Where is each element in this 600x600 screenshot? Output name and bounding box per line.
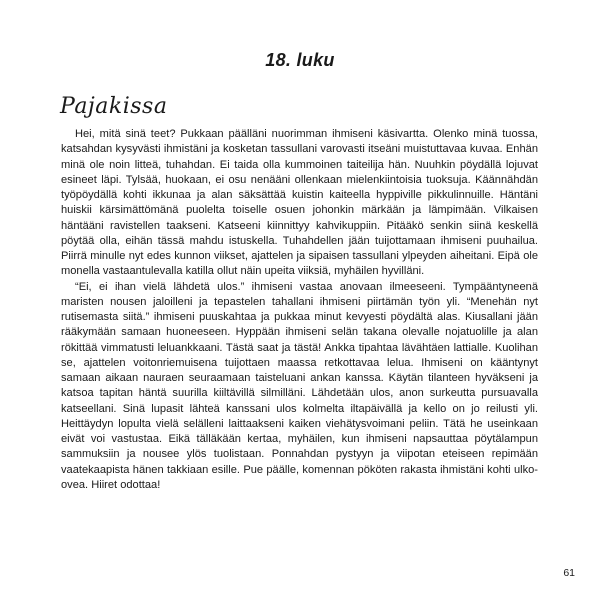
section-title: Pajakissa bbox=[60, 94, 168, 119]
paragraph-2: “Ei, ei ihan vielä lähdetä ulos.” ihmiseni vastaa anovaan ilmeeseeni. Tympääntyneenä maristen nousen jaloilleni ja tepastelen tahallani ihmiseni piirtämän työn yli. “Menehän nyt rutisemasta siitä.” ihmiseni puuskahtaa ja pukkaa minut kevyesti pöydältä alas. Kiusallani jään rääkymään samaan huoneeseen. Hyppään ihmiseni selän takana olevalle nojatuolille ja alan rökittää vimmatusti leluankkaani. Tästä saat ja tästä! Ankka tipahtaa lävähtäen lattialle. Kuolihan se, ajattelen voitonriemuisena tuijottaen maassa retkottavaa lelua. Ihmiseni on kääntynyt samaan aikaan nauraen seuraamaan taisteluani ankan kanssa. Käytän tilanteen hyväkseni ja katsoa tapitan häntä suurilla kiiltävillä silmilläni. Lähdetään ulos, anon surkeutta pursuavalla katseellani. Sinä lupasit lähteä kanssani ulos kolmelta iltapäivällä ja kello on jo reilusti yli. Heittäydyn lopulta vielä selälleni laittaakseni kaiken viehätysvoimani peliin. Tätä he useinkaan eivät voi vastustaa. Eikä tälläkään kertaa, myhäilen, kun ihmiseni napsauttaa pöytälampun sammuksiin ja nousee ylös tuolistaan. Ponnahdan pystyyn ja viipotan eteiseen repimään vaatekaapista hänen takkiaan esille. Pue päälle, komennan pököten rakasta ihmistäni kohti ulko-ovea. Hiiret odottaa! bbox=[61, 280, 538, 491]
chapter-title: 18. luku bbox=[265, 50, 335, 70]
paragraph-1: Hei, mitä sinä teet? Pukkaan päälläni nuorimman ihmiseni käsivartta. Olenko minä tuossa, katsahdan kysyvästi ihmistäni ja kosketan tassullani varovasti itseäni muistuttavaa kuvaa. Enhän minä ole noin litteä, tuhahdan. Ei taida olla kummoinen taiteilija hän. Nuuhkin pöydällä lojuvat esineet läpi. Tylsää, huokaan, ei osu nenääni ollenkaan mielenkiintoisia tuoksuja. Käännähdän työpöydällä kohti ikkunaa ja alan säksättää kuistin kaiteella hyppiville pikkulinnuille. Häntäni huiskii kärsimättömänä puolelta toiselle osuen johonkin märkään ja lämpimään. Vilkaisen häntääni ravistellen taakseni. Katseeni kiinnittyy kahvikuppiin. Pitääkö senkin siinä keskellä pöytää olla, eihän tässä mahdu istuskella. Tuhahdellen jään tuijottamaan ihmiseni puuhailua. Piirrä minulle nyt edes kunnon viikset, ajattelen ja sipaisen tassullani ylpeyden aiheitani. Eipä ole monella vastaantulevalla katilla ollut näin upeita viiksiä, myhäilen hyvilläni. bbox=[61, 128, 538, 278]
body-text bbox=[61, 127, 538, 493]
page-number: 61 bbox=[563, 567, 575, 579]
